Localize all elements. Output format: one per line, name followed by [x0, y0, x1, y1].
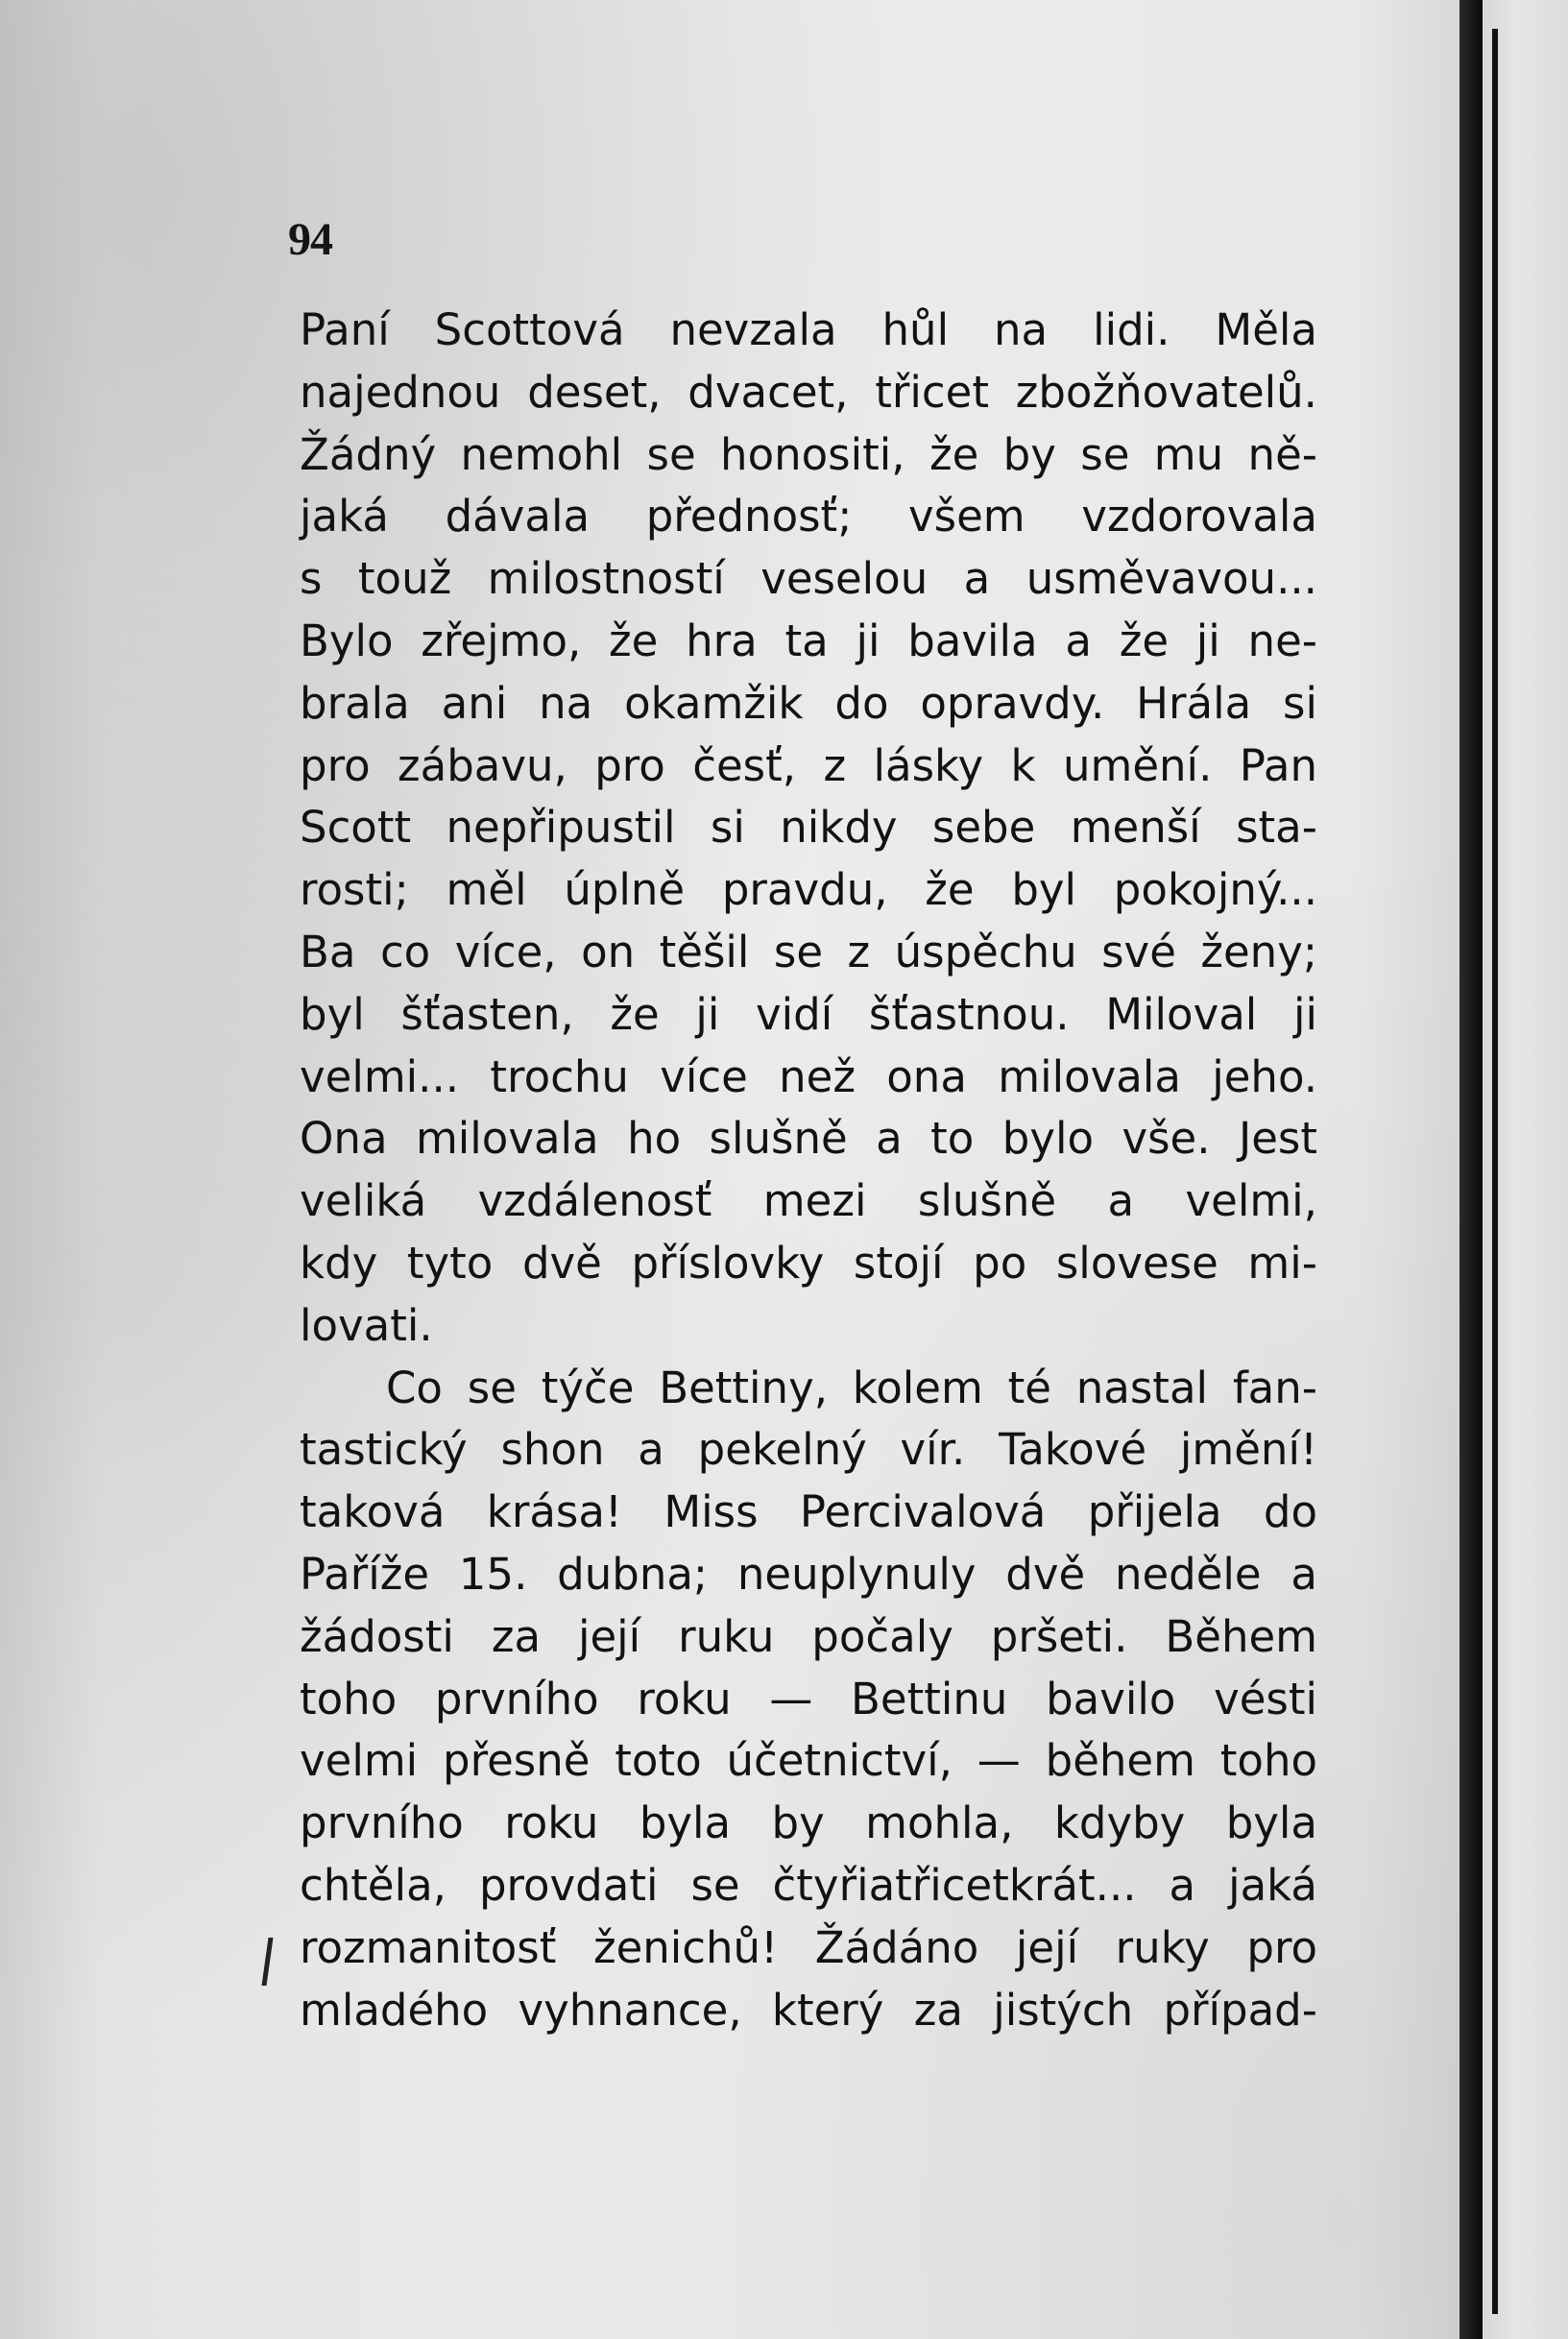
body-text: [300, 300, 1317, 2041]
text-line: najednou deset, dvacet, třicet zbožňovatelů.: [300, 366, 1317, 418]
text-line: mladého vyhnance, který za jistých případ-: [300, 1984, 1317, 2036]
text-line: velmi přesně toto účetnictví, — během toho: [300, 1735, 1317, 1787]
margin-pencil-mark: [261, 1938, 273, 1986]
text-line: Ona milovala ho slušně a to bylo vše. Jest: [300, 1113, 1317, 1165]
book-gutter: [1459, 0, 1483, 2339]
text-line: velmi... trochu více než ona milovala jeho.: [300, 1050, 1317, 1102]
text-line: Paříže 15. dubna; neuplynuly dvě neděle a: [300, 1548, 1317, 1600]
text-line: prvního roku byla by mohla, kdyby byla: [300, 1797, 1317, 1849]
text-line: chtěla, provdati se čtyřiatřicetkrát... a jaká: [300, 1859, 1317, 1911]
page-number: 94: [288, 214, 332, 265]
text-line: brala ani na okamžik do opravdy. Hrála si: [300, 677, 1317, 729]
text-line: byl šťasten, že ji vidí šťastnou. Miloval ji: [300, 988, 1317, 1040]
text-line: taková krása! Miss Percivalová přijela do: [300, 1486, 1317, 1538]
text-line: toho prvního roku — Bettinu bavilo vésti: [300, 1673, 1317, 1724]
text-line: žádosti za její ruku počaly pršeti. Během: [300, 1610, 1317, 1662]
text-line: Žádný nemohl se honositi, že by se mu ně-: [300, 428, 1317, 480]
facing-page-edge: [1483, 0, 1568, 2339]
text-line: Scott nepřipustil si nikdy sebe menší sta-: [300, 802, 1317, 854]
text-line: veliká vzdálenosť mezi slušně a velmi,: [300, 1175, 1317, 1227]
text-line: s touž milostností veselou a usměvavou...: [300, 553, 1317, 605]
text-line: lovati.: [300, 1299, 433, 1351]
text-line: pro zábavu, pro česť, z lásky k umění. Pan: [300, 739, 1317, 791]
text-line: Bylo zřejmo, že hra ta ji bavila a že ji ne-: [300, 615, 1317, 666]
page-edge-line: [1492, 29, 1498, 2314]
text-line: jaká dávala přednosť; všem vzdorovala: [300, 491, 1317, 543]
text-line: rosti; měl úplně pravdu, že byl pokojný...: [300, 864, 1317, 916]
text-line: tastický shon a pekelný vír. Takové jmění!: [300, 1424, 1317, 1476]
text-line: Ba co více, on těšil se z úspěchu své ženy;: [300, 926, 1317, 977]
text-line: rozmanitosť ženichů! Žádáno její ruky pro: [300, 1921, 1317, 1973]
text-line: Co se týče Bettiny, kolem té nastal fan-: [386, 1362, 1317, 1413]
text-line: kdy tyto dvě příslovky stojí po slovese mi-: [300, 1237, 1317, 1289]
text-line: Paní Scottová nevzala hůl na lidi. Měla: [300, 304, 1317, 355]
